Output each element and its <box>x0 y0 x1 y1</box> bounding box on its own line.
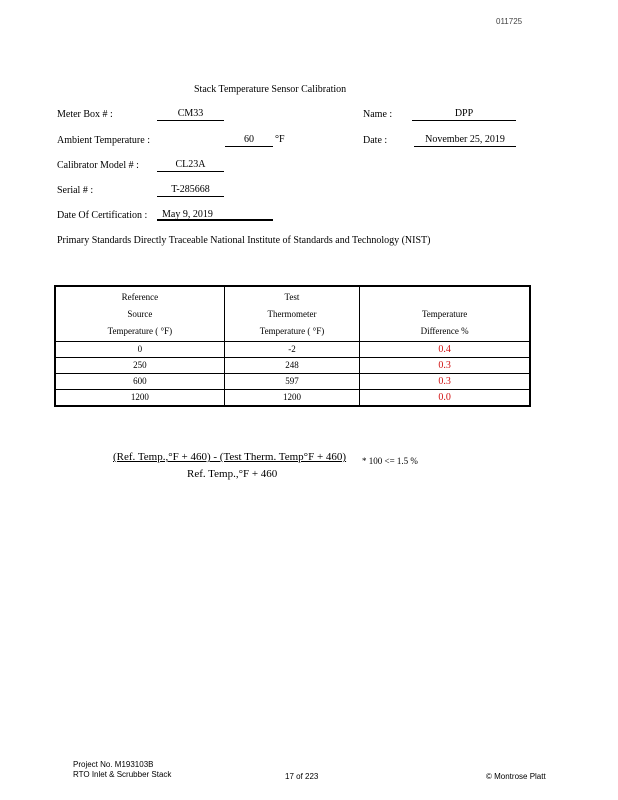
footer-project-site: RTO Inlet & Scrubber Stack <box>73 770 172 779</box>
reference-temperature-cell: 600 <box>55 374 224 390</box>
footer-page-number: 17 of 223 <box>285 772 319 781</box>
name-value: DPP <box>412 108 516 121</box>
difference-cell: 0.3 <box>360 374 530 390</box>
reference-temperature-cell: 250 <box>55 358 224 374</box>
test-temperature-cell: -2 <box>224 342 359 358</box>
header-line: Source <box>127 309 153 319</box>
date-label: Date : <box>363 135 388 146</box>
table-row <box>55 358 530 374</box>
formula-tolerance: * 100 <= 1.5 % <box>362 456 418 466</box>
reference-temperature-cell: 0 <box>55 342 224 358</box>
date-value: November 25, 2019 <box>414 134 516 147</box>
ambient-temperature-value: 60 <box>225 134 273 147</box>
header-line: Reference <box>121 292 159 302</box>
page-id-number: 011725 <box>496 17 523 26</box>
header-line: Test <box>284 292 300 302</box>
header-test-thermometer <box>224 286 359 342</box>
test-temperature-cell: 597 <box>224 374 359 390</box>
header-temperature-difference <box>360 286 530 342</box>
serial-value: T-285668 <box>157 184 224 197</box>
meter-box-value: CM33 <box>157 108 224 121</box>
test-temperature-cell: 1200 <box>224 390 359 407</box>
header-line: Difference % <box>420 326 469 336</box>
header-line: Temperature ( °F) <box>107 326 173 336</box>
certification-date-value: May 9, 2019 <box>157 209 273 221</box>
difference-cell: 0.4 <box>360 342 530 358</box>
ambient-temperature-label: Ambient Temperature : <box>57 135 150 146</box>
formula-numerator: (Ref. Temp.,°F + 460) - (Test Therm. Temp°F + 460) <box>113 451 347 463</box>
header-line: Temperature <box>421 309 468 319</box>
reference-temperature-cell: 1200 <box>55 390 224 407</box>
test-temperature-cell: 248 <box>224 358 359 374</box>
header-reference-temperature <box>55 286 224 342</box>
table-row <box>55 374 530 390</box>
nist-statement: Primary Standards Directly Traceable National Institute of Standards and Technology (NIST) <box>57 235 431 246</box>
table-row <box>55 390 530 407</box>
difference-cell: 0.0 <box>360 390 530 407</box>
table-row <box>55 342 530 358</box>
ambient-temperature-unit: °F <box>275 134 285 145</box>
certification-date-label: Date Of Certification : <box>57 210 148 221</box>
difference-cell: 0.3 <box>360 358 530 374</box>
footer-company: © Montrose Platt <box>486 772 546 781</box>
calibrator-model-label: Calibrator Model # : <box>57 160 139 171</box>
header-line <box>360 289 529 306</box>
footer-project-number: Project No. M193103B <box>73 760 154 769</box>
formula-denominator: Ref. Temp.,°F + 460 <box>187 468 278 480</box>
meter-box-label: Meter Box # : <box>57 109 113 120</box>
calibration-table <box>54 285 531 407</box>
header-line: Temperature ( °F) <box>259 326 325 336</box>
table-header-row <box>55 286 530 342</box>
name-label: Name : <box>363 109 393 120</box>
document-title: Stack Temperature Sensor Calibration <box>194 84 347 95</box>
header-line: Thermometer <box>267 309 317 319</box>
serial-label: Serial # : <box>57 185 94 196</box>
calibrator-model-value: CL23A <box>157 159 224 172</box>
